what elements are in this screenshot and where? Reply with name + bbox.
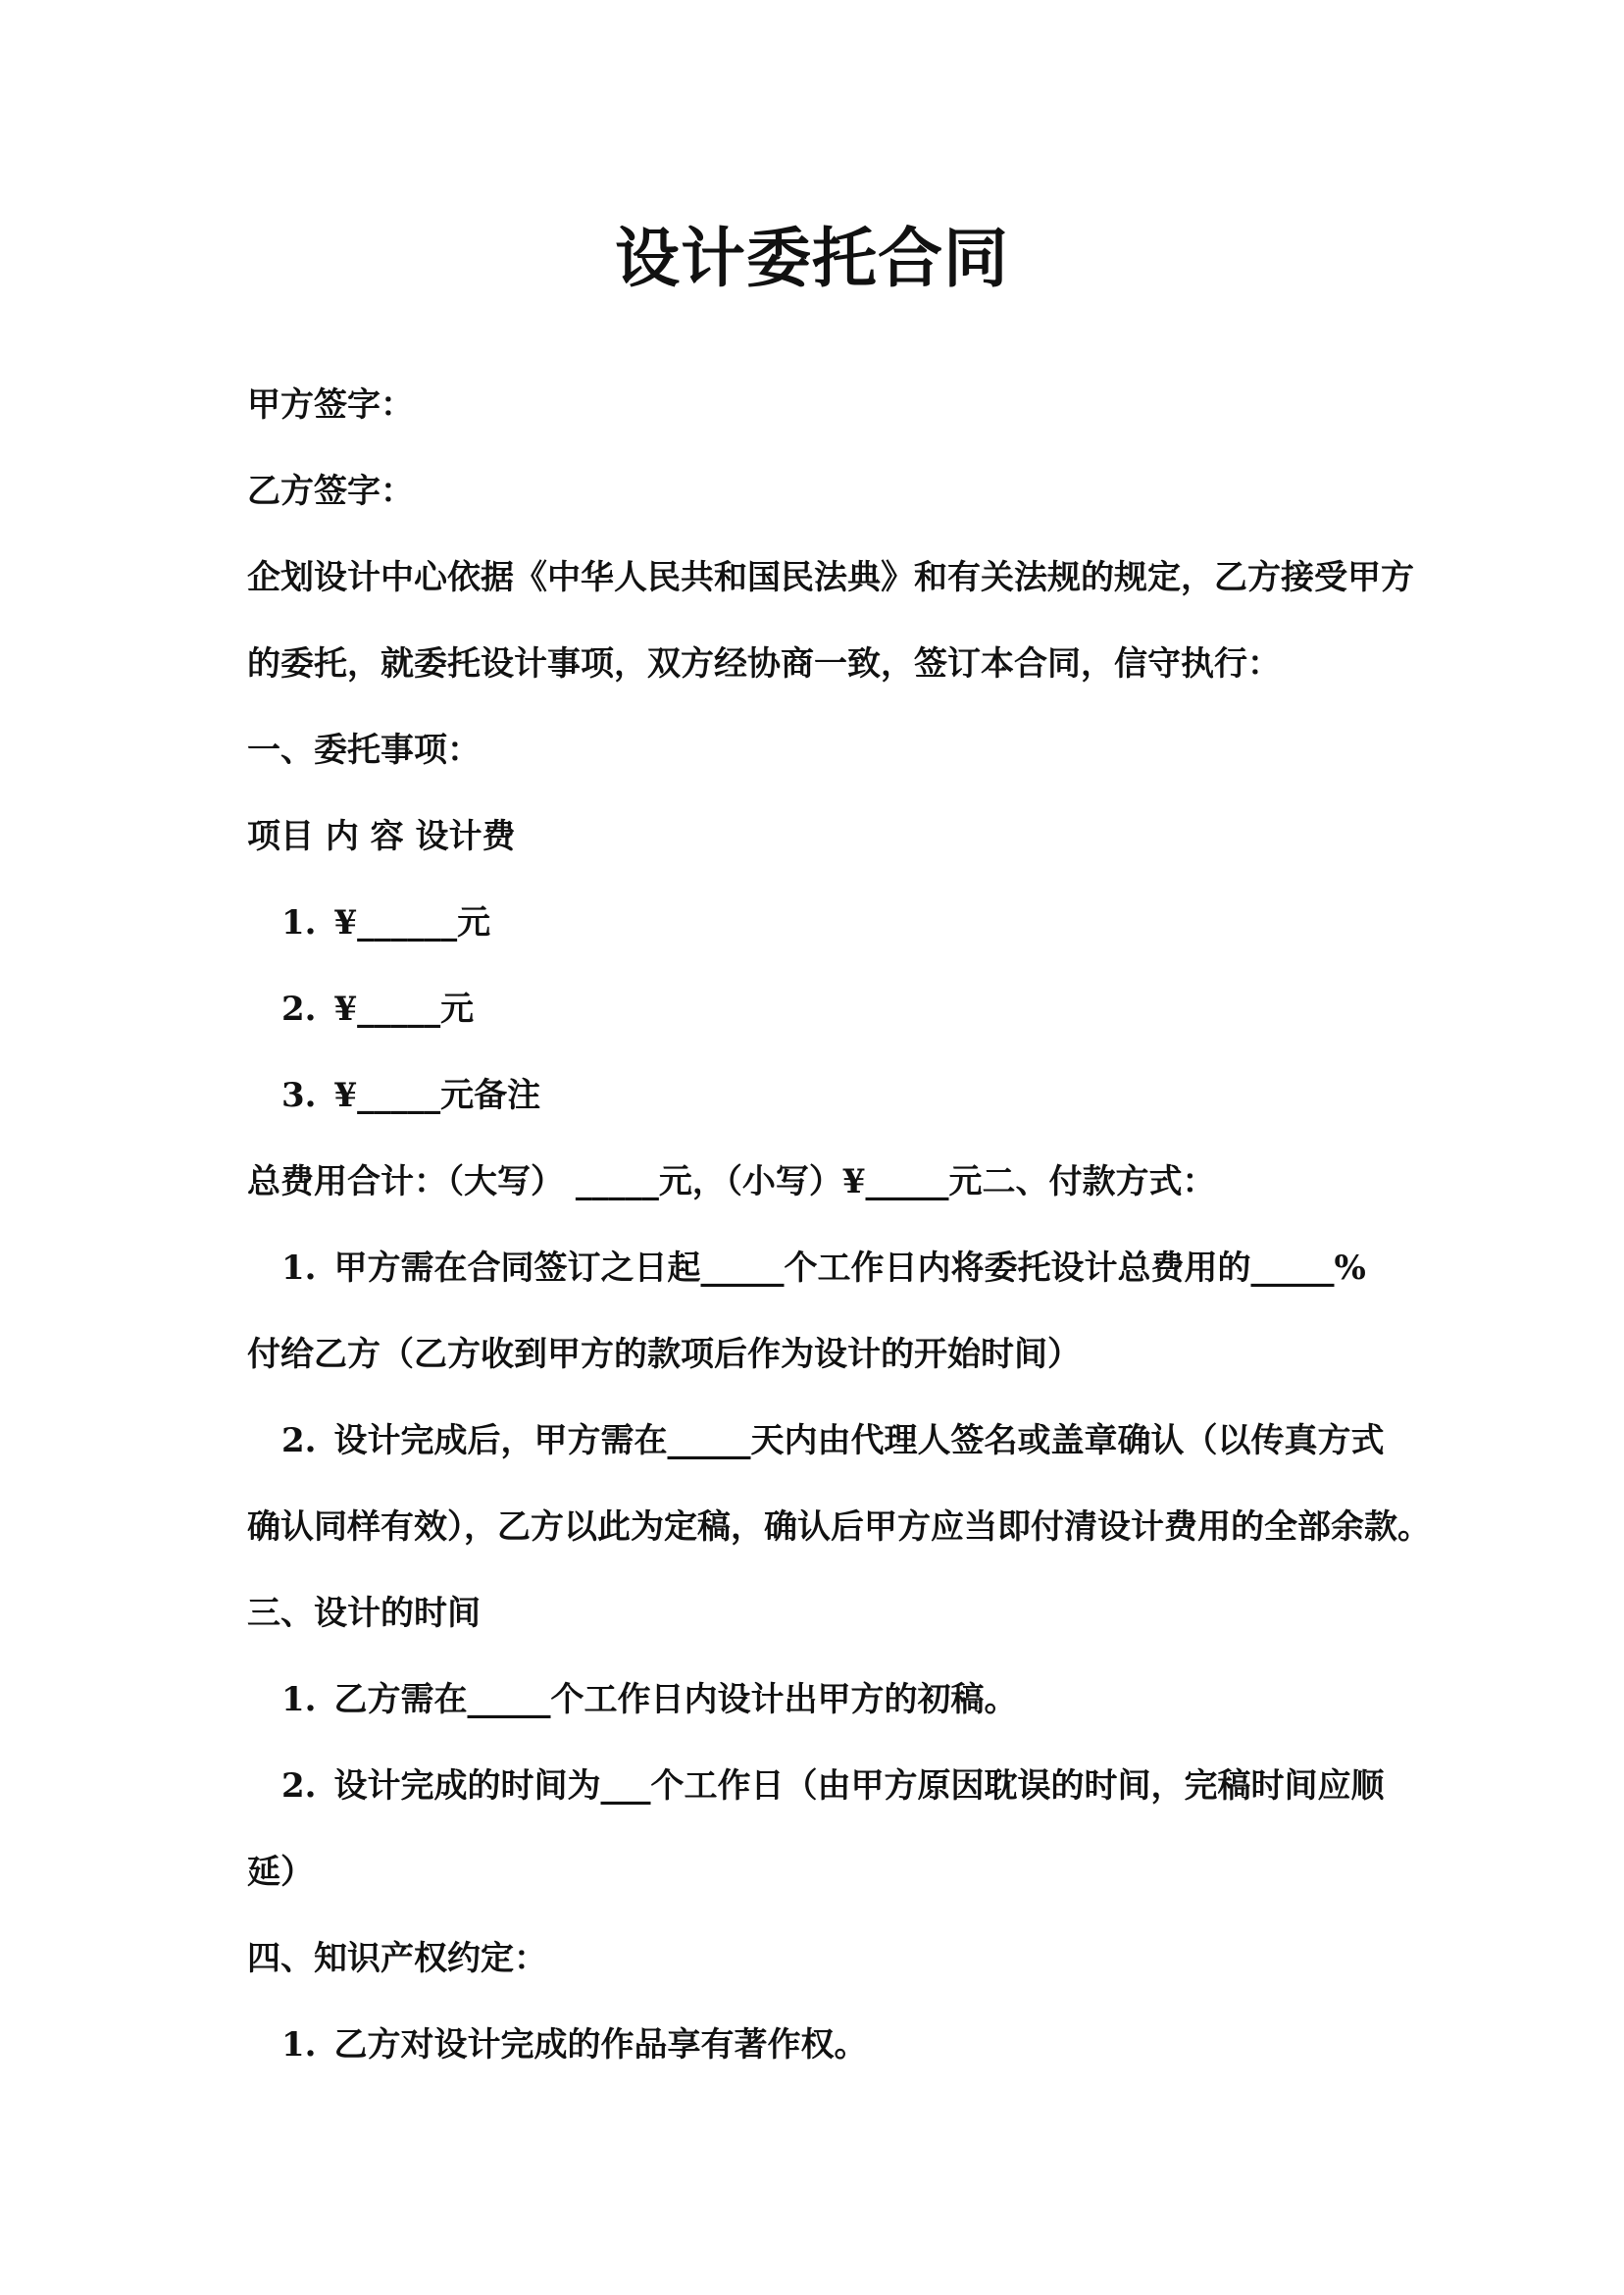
fee-item-number: 3. [281,1076,317,1115]
payment-clause-1-line-1 [281,1248,1458,1290]
time-clause-2-line-2: 延） [247,1853,314,1892]
intro-paragraph-line-1: 企划设计中心依据《中华人民共和国民法典》和有关法规的规定，乙方接受甲方 [247,558,1414,597]
fee-item-text: ¥______元 [333,903,491,943]
ip-clause-1 [281,2024,1458,2066]
fee-item-number: 2. [281,990,317,1029]
time-clause-2-number: 2. [281,1766,317,1806]
time-clause-2-text: 设计完成的时间为___个工作日（由甲方原因耽误的时间，完稿时间应顺 [333,1766,1385,1806]
payment-clause-2-text: 设计完成后，甲方需在_____天内由代理人签名或盖章确认（以传真方式 [333,1421,1385,1460]
payment-clause-1-line-2: 付给乙方（乙方收到甲方的款项后作为设计的开始时间） [247,1335,1081,1374]
payment-clause-2-line-1 [281,1420,1458,1462]
fee-item-1 [281,902,1458,944]
payment-clause-2-number: 2. [281,1421,317,1460]
total-fee-line: 总费用合计：（大写） _____元，（小写）¥_____元二、付款方式： [247,1162,1216,1201]
fee-item-text: ¥_____元 [333,990,475,1029]
party-b-signature-label: 乙方签字： [247,472,414,511]
section-3-heading: 三、设计的时间 [247,1594,481,1633]
time-clause-1-text: 乙方需在_____个工作日内设计出甲方的初稿。 [333,1680,1018,1719]
fee-table-header: 项目 内 容 设计费 [247,817,516,856]
fee-item-number: 1. [281,903,317,943]
document-title: 设计委托合同 [615,220,1009,296]
payment-clause-1-text: 甲方需在合同签订之日起_____个工作日内将委托设计总费用的_____% [333,1249,1366,1288]
intro-paragraph-line-2: 的委托，就委托设计事项，双方经协商一致，签订本合同，信守执行： [247,644,1281,684]
payment-clause-2-line-2: 确认同样有效），乙方以此为定稿，确认后甲方应当即付清设计费用的全部余款。 [247,1507,1431,1547]
section-1-heading: 一、委托事项： [247,731,481,770]
fee-item-3 [281,1075,1458,1117]
time-clause-2-line-1 [281,1765,1458,1808]
party-a-signature-label: 甲方签字： [247,385,414,425]
payment-clause-1-number: 1. [281,1249,317,1288]
time-clause-1-number: 1. [281,1680,317,1719]
section-4-heading: 四、知识产权约定： [247,1939,547,1978]
ip-clause-1-number: 1. [281,2025,317,2065]
fee-item-2 [281,989,1458,1031]
ip-clause-1-text: 乙方对设计完成的作品享有著作权。 [333,2025,868,2065]
time-clause-1 [281,1679,1458,1721]
fee-item-text: ¥_____元备注 [333,1076,541,1115]
